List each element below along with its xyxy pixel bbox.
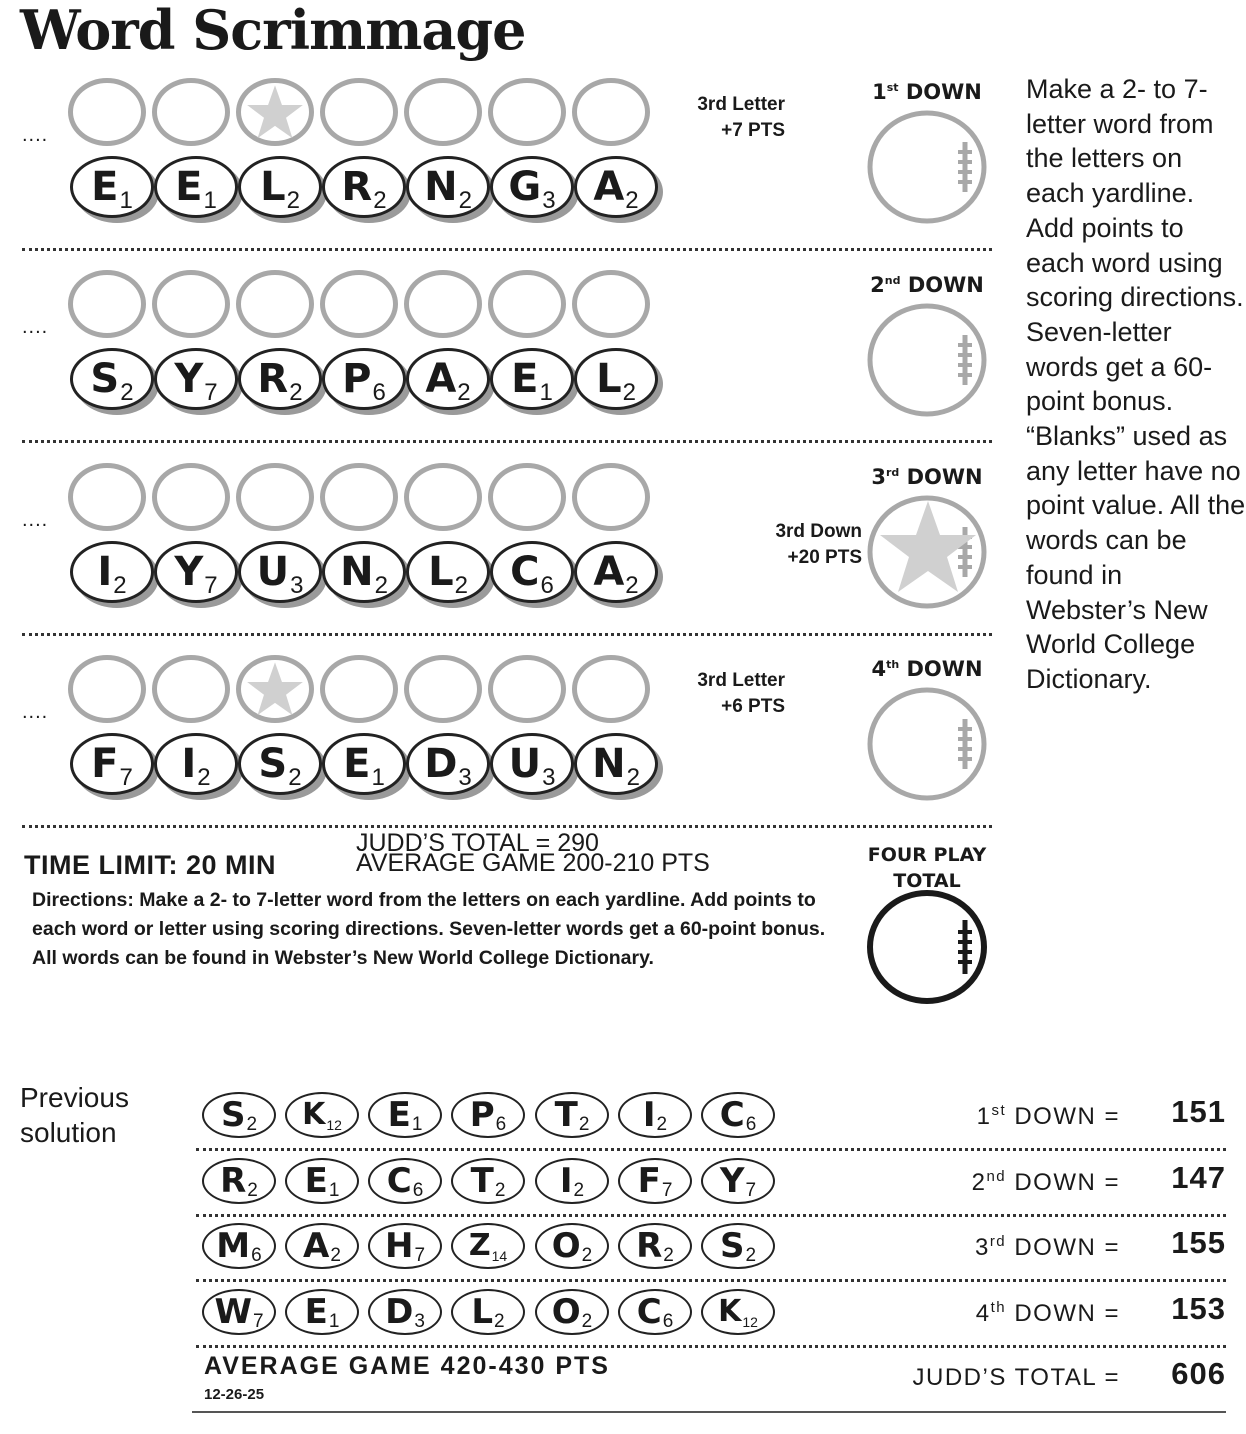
down-word: DOWN [906, 465, 983, 489]
solution-down-score: 153 [1171, 1291, 1226, 1326]
tile-letter: E [304, 1161, 328, 1201]
tile-value: 3 [542, 764, 556, 791]
tile-value: 2 [247, 1180, 258, 1201]
down-ordinal-suffix: rd [885, 466, 900, 479]
letter-tile[interactable] [406, 348, 490, 410]
solution-total-label: JUDD’S TOTAL = [912, 1364, 1120, 1391]
tile-value: 2 [581, 1245, 593, 1266]
tile-letter: F [637, 1161, 661, 1201]
tile-letter: T [470, 1161, 494, 1201]
tile-value: 1 [371, 764, 385, 791]
down-score-football-icon[interactable] [864, 687, 990, 810]
tile-letter: R [636, 1226, 663, 1266]
tile-value: 1 [119, 187, 133, 214]
tile-letter: D [424, 741, 458, 787]
solution-tile [701, 1289, 775, 1335]
tile-letter: M [216, 1226, 251, 1266]
answer-slot[interactable] [152, 655, 230, 723]
solution-tile [701, 1223, 775, 1269]
answer-slot[interactable] [68, 270, 146, 338]
tile-value: 2 [120, 379, 134, 406]
solution-tile [202, 1158, 276, 1204]
tile-letter: S [719, 1226, 745, 1266]
rules-text: Make a 2- to 7-letter word from the letters on each yardline. Add points to each word using scoring directions. Seven-letter words get a 60-point bonus. “Blanks” used as any letter have no point value. All the words can be found in Webster’s New World College Dictionary. [1026, 74, 1246, 694]
letter-tile[interactable] [574, 733, 658, 795]
tile-letter: D [385, 1292, 414, 1332]
answer-slot[interactable] [320, 655, 398, 723]
down-ordinal-suffix: st [991, 1102, 1007, 1119]
directions-text: Directions: Make a 2- to 7-letter word from the letters on each yardline. Add points to each word or letter using scoring directions. Seven-letter words get a 60-point bonus. All words can be found in Webster’s New World College Dictionary. [32, 889, 826, 969]
solution-tile [618, 1158, 692, 1204]
tile-letter: E [175, 164, 203, 210]
yardline-divider [22, 440, 992, 443]
solution-tile [285, 1092, 359, 1138]
tile-value: 7 [745, 1180, 757, 1201]
tile-value: 2 [113, 572, 127, 599]
tile-value: 1 [539, 379, 553, 406]
solution-down-label [880, 1233, 1120, 1262]
tile-letter: S [220, 1095, 246, 1135]
answer-slot[interactable] [236, 463, 314, 531]
tile-letter: I [559, 1161, 573, 1201]
page-title: Word Scrimmage [20, 0, 526, 62]
answer-slot[interactable] [572, 655, 650, 723]
down-ordinal: 1 [872, 80, 887, 104]
down-ordinal: 2 [870, 273, 885, 297]
down-word: DOWN = [1014, 1169, 1120, 1196]
four-play-total-label [854, 842, 1000, 894]
letter-tile[interactable] [406, 541, 490, 603]
solution-down-label [880, 1102, 1120, 1131]
solution-date: 12-26-25 [204, 1386, 265, 1403]
row-marker: .... [22, 316, 49, 338]
solution-tile [368, 1223, 442, 1269]
letter-tile[interactable] [490, 156, 574, 218]
down-ordinal: 2 [971, 1169, 987, 1196]
down-score-football-icon[interactable] [864, 110, 990, 233]
down-word: DOWN = [1014, 1300, 1120, 1327]
solution-divider [196, 1279, 1226, 1282]
letter-tile[interactable] [322, 156, 406, 218]
tile-value: 2 [454, 572, 468, 599]
down-ordinal: 3 [871, 465, 886, 489]
tile-letter: F [91, 741, 119, 787]
scoring-hint-line: 3rd Letter [697, 94, 785, 115]
tile-letter: O [551, 1226, 581, 1266]
solution-divider [196, 1214, 1226, 1217]
letter-tile[interactable] [238, 541, 322, 603]
tile-letter: I [97, 549, 113, 595]
letter-tile[interactable] [406, 733, 490, 795]
down-label [852, 657, 1002, 681]
answer-slot[interactable] [488, 463, 566, 531]
judds-total: JUDD’S TOTAL = 290 [356, 829, 599, 857]
tile-letter: S [258, 741, 288, 787]
tile-value: 2 [246, 1114, 258, 1135]
tile-letter: Z [468, 1228, 491, 1263]
letter-tile[interactable] [238, 156, 322, 218]
tile-letter: L [260, 164, 286, 210]
judds-total-block [356, 829, 710, 877]
tile-letter: Y [174, 549, 204, 595]
tile-value: 1 [411, 1114, 423, 1135]
yardline-divider [22, 633, 992, 636]
down-word: DOWN [905, 80, 982, 104]
answer-slot[interactable] [236, 270, 314, 338]
scoring-hint-line: 3rd Letter [697, 670, 785, 691]
tile-value: 2 [625, 187, 639, 214]
average-game: AVERAGE GAME 200-210 PTS [356, 849, 710, 877]
tile-value: 3 [290, 572, 304, 599]
previous-line-2: solution [20, 1117, 117, 1148]
answer-slot[interactable] [404, 78, 482, 146]
solution-tile [368, 1289, 442, 1335]
tile-letter: N [424, 164, 458, 210]
tile-value: 7 [252, 1311, 264, 1332]
tile-letter: G [508, 164, 542, 210]
tile-value: 2 [578, 1114, 590, 1135]
solution-down-label [880, 1168, 1120, 1197]
solution-down-label [880, 1299, 1120, 1328]
tile-letter: P [469, 1095, 495, 1135]
letter-tile[interactable] [490, 733, 574, 795]
letter-tile[interactable] [70, 156, 154, 218]
bonus-star-icon [246, 83, 304, 146]
tile-letter: R [341, 164, 373, 210]
tile-letter: A [303, 1226, 330, 1266]
answer-slot[interactable] [68, 655, 146, 723]
tile-letter: A [593, 164, 625, 210]
tile-value: 1 [328, 1311, 340, 1332]
tile-value: 7 [119, 764, 133, 791]
answer-slot[interactable] [68, 463, 146, 531]
tile-value: 6 [412, 1180, 424, 1201]
answer-slot[interactable] [488, 655, 566, 723]
solution-tile [451, 1289, 525, 1335]
tile-value: 12 [742, 1314, 758, 1330]
answer-slot[interactable] [488, 270, 566, 338]
solution-tile [202, 1289, 276, 1335]
four-play-total-football-icon[interactable] [864, 890, 990, 1008]
solution-tile [202, 1092, 276, 1138]
tile-letter: A [593, 549, 625, 595]
previous-solution-label [20, 1080, 129, 1150]
tile-value: 2 [622, 379, 636, 406]
tile-letter: K [302, 1097, 326, 1132]
tile-value: 2 [286, 187, 300, 214]
tile-value: 6 [540, 572, 554, 599]
solution-tile [535, 1092, 609, 1138]
tile-value: 7 [414, 1245, 426, 1266]
tile-letter: C [636, 1292, 662, 1332]
bonus-star-icon [878, 497, 978, 602]
solution-average-game: AVERAGE GAME 420-430 PTS [204, 1352, 610, 1380]
tile-letter: L [596, 356, 622, 402]
answer-slot[interactable] [404, 655, 482, 723]
letter-tile[interactable] [154, 541, 238, 603]
tile-value: 2 [458, 187, 472, 214]
yardline-divider [22, 825, 992, 828]
letter-tile[interactable] [70, 348, 154, 410]
tile-letter: U [256, 549, 290, 595]
scoring-hint [700, 519, 862, 571]
answer-slot[interactable] [404, 270, 482, 338]
solution-tile [618, 1289, 692, 1335]
tile-letter: A [425, 356, 457, 402]
answer-slot[interactable] [152, 78, 230, 146]
answer-slot[interactable] [320, 463, 398, 531]
tile-value: 7 [204, 379, 218, 406]
tile-value: 2 [374, 572, 388, 599]
down-ordinal-suffix: th [886, 658, 900, 671]
solution-tile [618, 1092, 692, 1138]
letter-tile[interactable] [490, 541, 574, 603]
solution-tile [535, 1289, 609, 1335]
down-word: DOWN [906, 657, 983, 681]
tile-value: 2 [288, 764, 302, 791]
down-word: DOWN [907, 273, 984, 297]
down-label [852, 465, 1002, 489]
letter-tile[interactable] [574, 541, 658, 603]
down-ordinal: 3 [974, 1234, 990, 1261]
solution-tile [618, 1223, 692, 1269]
letter-tile[interactable] [322, 541, 406, 603]
tile-value: 2 [197, 764, 211, 791]
solution-tile [535, 1158, 609, 1204]
solution-tile [451, 1158, 525, 1204]
down-ordinal: 1 [976, 1103, 992, 1130]
solution-divider [196, 1148, 1226, 1151]
letter-tile[interactable] [154, 733, 238, 795]
tile-letter: Y [174, 356, 204, 402]
letter-tile[interactable] [70, 733, 154, 795]
tile-value: 6 [662, 1311, 674, 1332]
tile-value: 6 [745, 1114, 757, 1135]
tile-value: 2 [330, 1245, 341, 1266]
tile-letter: E [343, 741, 371, 787]
tile-value: 6 [372, 379, 386, 406]
solution-tile [451, 1092, 525, 1138]
tile-letter: R [257, 356, 289, 402]
bottom-rule [192, 1411, 1226, 1413]
tile-value: 3 [458, 764, 472, 791]
tile-value: 2 [745, 1245, 757, 1266]
tile-letter: N [340, 549, 374, 595]
answer-slot[interactable] [404, 463, 482, 531]
answer-slot[interactable] [572, 270, 650, 338]
tile-letter: H [384, 1226, 414, 1266]
tile-value: 1 [328, 1180, 340, 1201]
scoring-hint-line: +20 PTS [787, 547, 862, 568]
tile-value: 2 [457, 379, 471, 406]
tile-letter: L [428, 549, 454, 595]
scoring-hint-line: 3rd Down [775, 521, 862, 542]
tile-value: 2 [656, 1114, 668, 1135]
solution-tile [701, 1158, 775, 1204]
tile-letter: O [551, 1292, 581, 1332]
tile-value: 3 [542, 187, 556, 214]
letter-tile[interactable] [574, 348, 658, 410]
down-ordinal: 4 [871, 657, 887, 681]
tile-letter: I [181, 741, 197, 787]
tile-value: 3 [414, 1311, 425, 1332]
tile-value: 6 [495, 1114, 507, 1135]
answer-slot[interactable] [68, 78, 146, 146]
solution-tile [368, 1092, 442, 1138]
scoring-hint [640, 668, 785, 720]
tile-value: 2 [625, 572, 639, 599]
tile-value: 2 [289, 379, 303, 406]
solution-tile [701, 1092, 775, 1138]
tile-letter: R [220, 1161, 247, 1201]
scoring-hint-line: +6 PTS [721, 696, 785, 717]
tile-value: 14 [491, 1248, 508, 1264]
tile-value: 12 [326, 1117, 342, 1133]
tile-value: 2 [581, 1311, 593, 1332]
row-marker: .... [22, 124, 49, 146]
solution-divider [196, 1345, 1226, 1348]
tile-letter: C [510, 549, 540, 595]
solution-tile [535, 1223, 609, 1269]
answer-slot[interactable] [152, 463, 230, 531]
solution-down-score: 147 [1171, 1160, 1226, 1195]
down-ordinal-suffix: rd [989, 1233, 1007, 1250]
tile-value: 1 [203, 187, 217, 214]
tile-letter: K [718, 1294, 742, 1329]
tile-letter: P [342, 356, 372, 402]
tile-value: 2 [663, 1245, 674, 1266]
down-ordinal-suffix: nd [986, 1168, 1007, 1185]
down-ordinal-suffix: st [886, 81, 899, 94]
tile-letter: T [554, 1095, 578, 1135]
letter-tile[interactable] [154, 156, 238, 218]
letter-tile[interactable] [574, 156, 658, 218]
letter-tile[interactable] [322, 348, 406, 410]
tile-letter: E [91, 164, 119, 210]
tile-letter: W [214, 1292, 252, 1332]
solution-tile [202, 1223, 276, 1269]
solution-tile [285, 1223, 359, 1269]
letter-tile[interactable] [238, 348, 322, 410]
scoring-hint [640, 92, 785, 144]
answer-slot[interactable] [152, 270, 230, 338]
letter-tile[interactable] [322, 733, 406, 795]
tile-value: 7 [661, 1180, 673, 1201]
down-word: DOWN = [1014, 1103, 1120, 1130]
tile-value: 2 [494, 1311, 505, 1332]
tile-letter: S [90, 356, 120, 402]
yardline-divider [22, 248, 992, 251]
row-marker: .... [22, 509, 49, 531]
four-play-line-2: TOTAL [893, 870, 961, 892]
tile-letter: N [592, 741, 626, 787]
letter-tile[interactable] [238, 733, 322, 795]
tile-letter: C [719, 1095, 745, 1135]
solution-down-score: 155 [1171, 1225, 1226, 1260]
answer-slot[interactable] [488, 78, 566, 146]
tile-letter: L [471, 1292, 494, 1332]
tile-letter: Y [719, 1161, 745, 1201]
bonus-star-icon [246, 660, 304, 723]
solution-down-score: 151 [1171, 1094, 1226, 1129]
tile-letter: E [387, 1095, 411, 1135]
down-label [852, 80, 1002, 104]
tile-letter: C [386, 1161, 412, 1201]
tile-value: 2 [373, 187, 387, 214]
solution-tile [285, 1289, 359, 1335]
letter-tile[interactable] [70, 541, 154, 603]
tile-value: 2 [573, 1180, 585, 1201]
answer-slot[interactable] [320, 78, 398, 146]
tile-letter: E [304, 1292, 328, 1332]
answer-slot[interactable] [572, 463, 650, 531]
tile-value: 2 [626, 764, 640, 791]
solution-tile [451, 1223, 525, 1269]
down-label [852, 273, 1002, 297]
down-ordinal-suffix: th [990, 1299, 1007, 1316]
solution-total-score: 606 [1171, 1356, 1226, 1391]
letter-tile[interactable] [154, 348, 238, 410]
tile-letter: E [511, 356, 539, 402]
letter-tile[interactable] [406, 156, 490, 218]
four-play-line-1: FOUR PLAY [867, 844, 987, 866]
answer-slot[interactable] [572, 78, 650, 146]
time-limit: TIME LIMIT: 20 MIN [24, 850, 276, 880]
tile-letter: U [508, 741, 542, 787]
answer-slot[interactable] [320, 270, 398, 338]
solution-tile [368, 1158, 442, 1204]
down-ordinal-suffix: nd [884, 274, 901, 287]
tile-value: 2 [494, 1180, 506, 1201]
down-ordinal: 4 [975, 1300, 991, 1327]
tile-value: 6 [251, 1245, 262, 1266]
scoring-hint-line: +7 PTS [721, 120, 785, 141]
letter-tile[interactable] [490, 348, 574, 410]
tile-value: 7 [204, 572, 218, 599]
tile-letter: I [642, 1095, 656, 1135]
solution-tile [285, 1158, 359, 1204]
down-score-football-icon[interactable] [864, 303, 990, 426]
row-marker: .... [22, 701, 49, 723]
previous-line-1: Previous [20, 1082, 129, 1113]
down-word: DOWN = [1014, 1234, 1120, 1261]
